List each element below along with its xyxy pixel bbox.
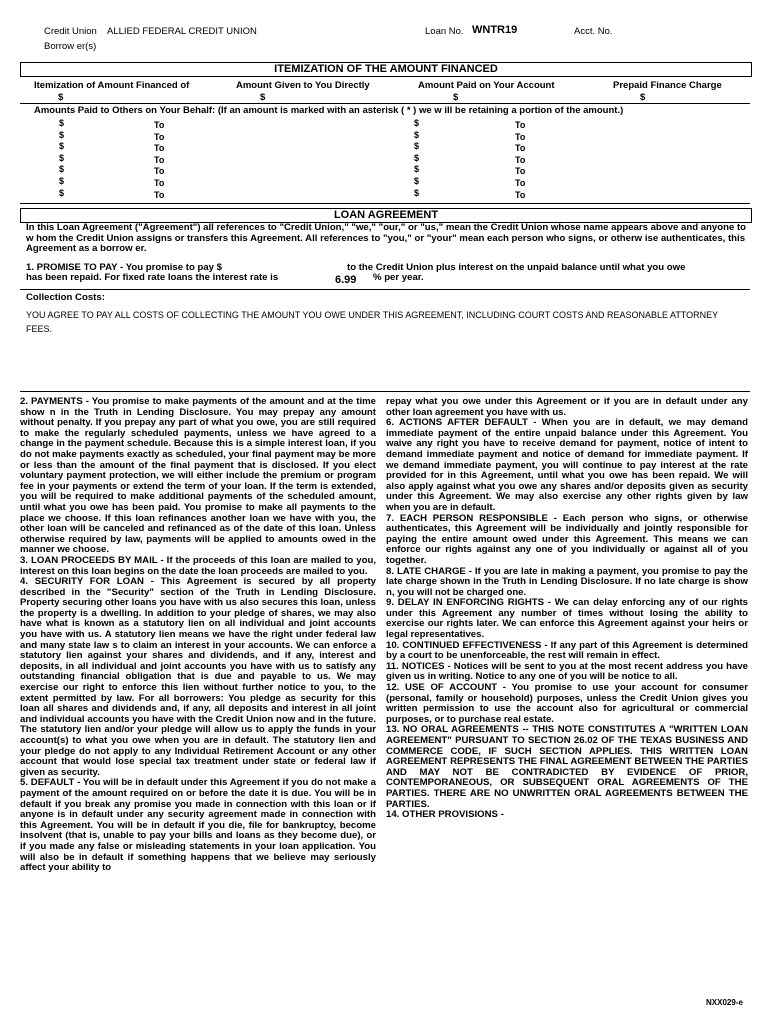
form-code: NXX029-e	[706, 998, 743, 1007]
promise-to-pay-label: 1. PROMISE TO PAY - You promise to pay $	[26, 262, 223, 273]
term-paragraph: 14. OTHER PROVISIONS -	[386, 809, 504, 821]
borrowers-label: Borrow er(s)	[44, 41, 97, 52]
amount-given-directly-label: Amount Given to You Directly	[236, 80, 370, 91]
interest-rate-label: has been repaid. For fixed rate loans the interest rate is	[26, 272, 279, 283]
others-to: To	[515, 178, 526, 188]
term-paragraph: 3. LOAN PROCEEDS BY MAIL - If the proceeds of this loan are mailed to you, interest on this loan begins on the date the loan proceeds are mailed to you.	[20, 554, 376, 577]
others-dollar: $	[59, 176, 65, 186]
collection-costs-label: Collection Costs:	[26, 292, 105, 303]
loan-no-value: WNTR19	[472, 24, 518, 36]
term-paragraph: 7. EACH PERSON RESPONSIBLE - Each person who signs, or otherwise authenticates, this Agreement will be individually and jointly responsible for paying the entire amount owed under this Agreement. This means we can enforce our rights against any one of you individually or against all of you together.	[386, 512, 748, 566]
divider	[20, 203, 750, 204]
loan-agreement-title: LOAN AGREEMENT	[20, 208, 752, 223]
others-dollar: $	[414, 129, 420, 140]
term-paragraph: repay what you owe under this Agreement or if you are in default under any other loan agreement you have with us.	[386, 396, 748, 418]
terms-left-column	[20, 397, 376, 874]
term-paragraph: 11. NOTICES - Notices will be sent to you at the most recent address you have given us in writing. Notice to any one of you will be notice to all.	[386, 660, 748, 683]
others-to: To	[515, 154, 526, 165]
others-dollar: $	[59, 152, 65, 163]
prepaid-finance-charge-label: Prepaid Finance Charge	[613, 80, 722, 91]
others-to: To	[154, 189, 165, 200]
term-paragraph: 2. PAYMENTS - You promise to make payments of the amount and at the time show n in the Truth in Lending Disclosure. You may prepay any amount without penalty. If you prepay any part of what you owe, you are still required to make the regularly scheduled payments, unless we have agreed to a change in the payment schedule. Because this is a simple interest loan, if you do not make payments exactly as scheduled, your final payment may be more or less than the amount of the final payment that is disclosed. If you elect voluntary payment protection, we will either include the premium or program fee in your payments or extend the term of your loan. If the term is extended, you will be required to make additional payments of the scheduled amount, until what you owe has been paid. You promise to make all payments to the place we choose. If this loan refinances another loan we have with you, the other loan will be canceled and refinanced as of the date of this loan. Unless otherwise required by law, payments will be applied to amounts owed in the manner we choose.	[20, 396, 376, 556]
others-dollar: $	[414, 152, 420, 163]
interest-rate-value: 6.99	[335, 274, 357, 286]
amount-paid-account-label: Amount Paid on Your Account	[418, 80, 555, 91]
credit-union-name: ALLIED FEDERAL CREDIT UNION	[107, 26, 257, 37]
divider	[20, 289, 750, 290]
others-dollar: $	[59, 118, 65, 128]
prepaid-finance-charge-dollar: $	[640, 92, 646, 103]
amounts-paid-to-others-line: Amounts Paid to Others on Your Behalf: (If an amount is marked with an asterisk ( * ) we w ill be retaining a portion of the amount.)	[34, 105, 624, 116]
others-to: To	[154, 120, 165, 130]
others-to: To	[154, 131, 165, 142]
others-to: To	[515, 189, 526, 200]
others-dollar: $	[414, 164, 420, 175]
collection-costs-text: YOU AGREE TO PAY ALL COSTS OF COLLECTING THE AMOUNT YOU OWE UNDER THIS AGREEMENT, INCLUDING COURT COSTS AND REASONABLE ATTORNEY FEES.	[26, 310, 718, 334]
amount-paid-account-dollar: $	[453, 92, 459, 103]
divider	[20, 103, 750, 104]
divider	[20, 391, 750, 392]
itemization-amount-financed-label: Itemization of Amount Financed of	[34, 80, 190, 91]
term-paragraph: 9. DELAY IN ENFORCING RIGHTS - We can delay enforcing any of our rights under this Agreement any number of times without losing the ability to exercise our rights later. We can enforce this Agreement against your heirs or legal representatives.	[386, 597, 748, 641]
others-to: To	[515, 143, 526, 154]
others-dollar: $	[414, 118, 420, 128]
promise-to-pay-text: to the Credit Union plus interest on the unpaid balance until what you owe	[347, 262, 686, 273]
others-dollar: $	[59, 141, 65, 152]
others-dollar: $	[59, 129, 65, 140]
terms-right-column	[386, 397, 748, 821]
term-paragraph: 6. ACTIONS AFTER DEFAULT - When you are in default, we may demand immediate payment of the entire unpaid balance under this Agreement. You waive any right you have to receive demand for payment, notice of intent to demand immediate payment and notice of demand for immediate payment. If we demand immediate payment, you will continue to pay interest at the rate provided for in this Agreement, until what you owe has been repaid. We will also apply against what you owe any shares and/or deposits given as security under this Agreement. We may also exercise any other rights given by law when you are in default.	[386, 417, 748, 513]
others-to: To	[515, 131, 526, 142]
interest-rate-unit: % per year.	[373, 272, 424, 283]
others-to: To	[154, 166, 165, 177]
credit-union-label: Credit Union	[44, 26, 97, 37]
others-to: To	[515, 166, 526, 177]
itemization-amount-financed-dollar: $	[58, 92, 64, 103]
loan-no-label: Loan No.	[425, 26, 464, 37]
itemization-title: ITEMIZATION OF THE AMOUNT FINANCED	[20, 62, 752, 77]
agreement-intro: In this Loan Agreement ("Agreement") all references to "Credit Union," "we," "our," or "us," mean the Credit Union whose name appears above and anyone to w hom the Credit Union assigns or transfers this Agreement. All references to "you," or "your" mean each person who signs, or otherw ise authenticates, this Agreement as a borrow er.	[26, 222, 747, 254]
acct-no-label: Acct. No.	[574, 26, 613, 37]
others-dollar: $	[414, 187, 420, 198]
others-to: To	[154, 143, 165, 154]
term-paragraph: 10. CONTINUED EFFECTIVENESS - If any part of this Agreement is determined by a court to be unenforceable, the rest will remain in effect.	[386, 639, 748, 662]
term-paragraph: 4. SECURITY FOR LOAN - This Agreement is secured by all property described in the "Security" section of the Truth in Lending Disclosure. Property securing other loans you have with us also secures this loan, unless the property is a dwelling. In addition to your pledge of shares, we may also have what is known as a statutory lien on all individual and joint accounts you have with us. A statutory lien means we have the right under federal law and many state law s to claim an interest in your accounts. We can enforce a statutory lien against your shares and dividends, and if any, interest and deposits, in all individual and joint accounts you have with us to satisfy any outstanding financial obligation that is due and payable to us. We may exercise our right to enforce this lien without further notice to you, to the extent permitted by law. For all borrowers: You pledge as security for this loan all shares and dividends and, if any, all deposits and interest in all joint and individual accounts you have with the Credit Union now and in the future. The statutory lien and/or your pledge will allow us to apply the funds in your account(s) to what you owe when you are in default. The statutory lien and your pledge do not apply to any Individual Retirement Account or any other account that would lose special tax treatment under state or federal law if given as security.	[20, 576, 376, 778]
term-paragraph: 5. DEFAULT - You will be in default under this Agreement if you do not make a payment of the amount required on or before the date it is due. You will be in default if you break any promise you made in connection with this loan or if anyone is in default under any security agreement made in connection with this Agreement. You will be in default if you die, file for bankruptcy, become insolvent (that is, unable to pay your bills and loans as they become due), or if you made any false or misleading statements in your loan application. You will also be in default if something happens that we believe may seriously affect your ability to	[20, 777, 376, 874]
others-dollar: $	[414, 176, 420, 186]
others-to: To	[154, 154, 165, 165]
term-paragraph: 13. NO ORAL AGREEMENTS -- THIS NOTE CONSTITUTES A "WRITTEN LOAN AGREEMENT" PURSUANT TO SECTION 26.02 OF THE TEXAS BUSINESS AND COMMERCE CODE, IF SUCH SECTION APPLIES. THIS WRITTEN LOAN AGREEMENT REPRESENTS THE FINAL AGREEMENT BETWEEN THE PARTIES AND MAY NOT BE CONTRADICTED BY EVIDENCE OF PRIOR, CONTEMPORANEOUS, OR SUBSEQUENT ORAL AGREEMENTS OF THE PARTIES. THERE ARE NO UNWRITTEN ORAL AGREEMENTS BETWEEN THE PARTIES.	[386, 724, 748, 810]
others-to: To	[154, 178, 165, 188]
others-dollar: $	[59, 164, 65, 175]
term-paragraph: 12. USE OF ACCOUNT - You promise to use your account for consumer (personal, family or household) purposes, unless the Credit Union gives you written permission to use the account also for agricultural or commercial purposes, or to purchase real estate.	[386, 682, 748, 725]
amount-given-directly-dollar: $	[260, 92, 266, 103]
others-to: To	[515, 120, 526, 130]
term-paragraph: 8. LATE CHARGE - If you are late in making a payment, you promise to pay the late charge shown in the Truth in Lending Disclosure. If no late charge is show n, you will not be charged one.	[386, 565, 748, 598]
others-dollar: $	[59, 187, 65, 198]
others-dollar: $	[414, 141, 420, 152]
